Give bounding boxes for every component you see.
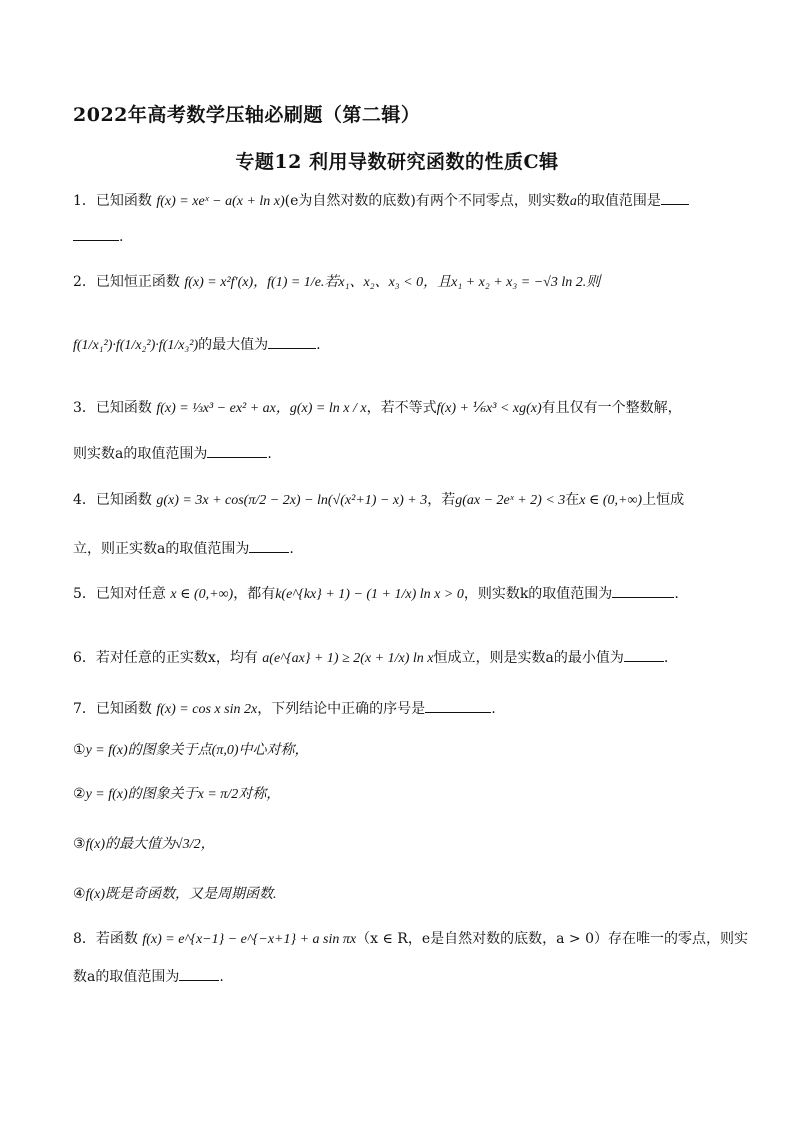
problem-1-formula: f(x) = xeˣ − a(x + ln x): [156, 194, 285, 209]
problem-3: 3．已知函数 f(x) = ⅓x³ − ex² + ax，g(x) = ln x / x，若不等式f(x) + ⅙x³ < xg(x)有且仅有一个整数解，: [73, 400, 682, 416]
problem-7-option-2: ②y = f(x)的图象关于x = π/2对称，: [73, 786, 281, 802]
problem-2-formula: f(x) = x²f′(x)，f(1) = 1/e: [184, 275, 321, 290]
problem-1: 1．已知函数 f(x) = xeˣ − a(x + ln x)(e为自然对数的底数)有两个不同零点，则实数a的取值范围是: [73, 190, 689, 212]
problem-4: 4．已知函数 g(x) = 3x + cos(π/2 − 2x) − ln(√(x²+1) − x) + 3，若g(ax − 2eˣ + 2) < 3在x ∈ (0,+∞)上恒成: [73, 492, 685, 508]
problem-7-option-4: ④f(x)既是奇函数，又是周期函数.: [73, 886, 277, 902]
answer-blank: [179, 966, 219, 981]
problem-7: 7．已知函数 f(x) = cos x sin 2x，下列结论中正确的序号是 .: [73, 698, 496, 720]
answer-blank: [612, 583, 674, 598]
problem-6-formula: a(e^{ax} + 1) ≥ 2(x + 1/x) ln x: [262, 651, 434, 666]
answer-blank: [249, 538, 289, 553]
problem-5: 5．已知对任意 x ∈ (0,+∞)，都有k(e^{kx} + 1) − (1 + 1/x) ln x > 0，则实数k的取值范围为 .: [73, 583, 679, 605]
problem-7-formula: f(x) = cos x sin 2x: [156, 702, 258, 717]
problem-4-continuation: 立，则正实数a的取值范围为 .: [73, 538, 294, 559]
document-subtitle: 专题12 利用导数研究函数的性质C辑: [235, 151, 559, 173]
document-title: 2022年高考数学压轴必刷题（第二辑）: [73, 104, 421, 126]
answer-blank: [624, 647, 664, 662]
answer-blank: [73, 226, 119, 241]
problem-3-formula: f(x) = ⅓x³ − ex² + ax，g(x) = ln x / x: [156, 401, 367, 416]
answer-blank: [425, 698, 491, 713]
problem-7-option-1: ①y = f(x)的图象关于点(π,0)中心对称，: [73, 742, 309, 758]
problem-7-option-3: ③f(x)的最大值为√3/2，: [73, 836, 215, 852]
problem-8-continuation: 数a的取值范围为 .: [73, 966, 224, 987]
problem-3-continuation: 则实数a的取值范围为 .: [73, 443, 272, 464]
answer-blank: [268, 334, 316, 349]
problem-5-formula: k(e^{kx} + 1) − (1 + 1/x) ln x > 0: [275, 587, 464, 602]
problem-8: 8．若函数 f(x) = e^{x−1} − e^{−x+1} + a sin πx（x ∈ R，e是自然对数的底数，a > 0）存在唯一的零点，则实: [73, 931, 748, 947]
problem-2-product-formula: f(1/x₁²)·f(1/x₂²)·f(1/x₃²): [73, 338, 199, 353]
problem-8-formula: f(x) = e^{x−1} − e^{−x+1} + a sin πx: [142, 932, 357, 947]
problem-1-continuation: .: [73, 226, 123, 247]
problem-2-continuation: f(1/x₁²)·f(1/x₂²)·f(1/x₃²)的最大值为 .: [73, 334, 321, 356]
problem-4-formula: g(x) = 3x + cos(π/2 − 2x) − ln(√(x²+1) − x) + 3: [156, 493, 428, 508]
answer-blank: [207, 443, 267, 458]
problem-2: 2．已知恒正函数 f(x) = x²f′(x)，f(1) = 1/e.若x₁、x₂、x₃ < 0，且x₁ + x₂ + x₃ = −√3 ln 2.则: [73, 274, 601, 290]
answer-blank: [661, 190, 689, 205]
problem-6: 6．若对任意的正实数x，均有 a(e^{ax} + 1) ≥ 2(x + 1/x) ln x恒成立，则是实数a的最小值为 .: [73, 647, 668, 669]
